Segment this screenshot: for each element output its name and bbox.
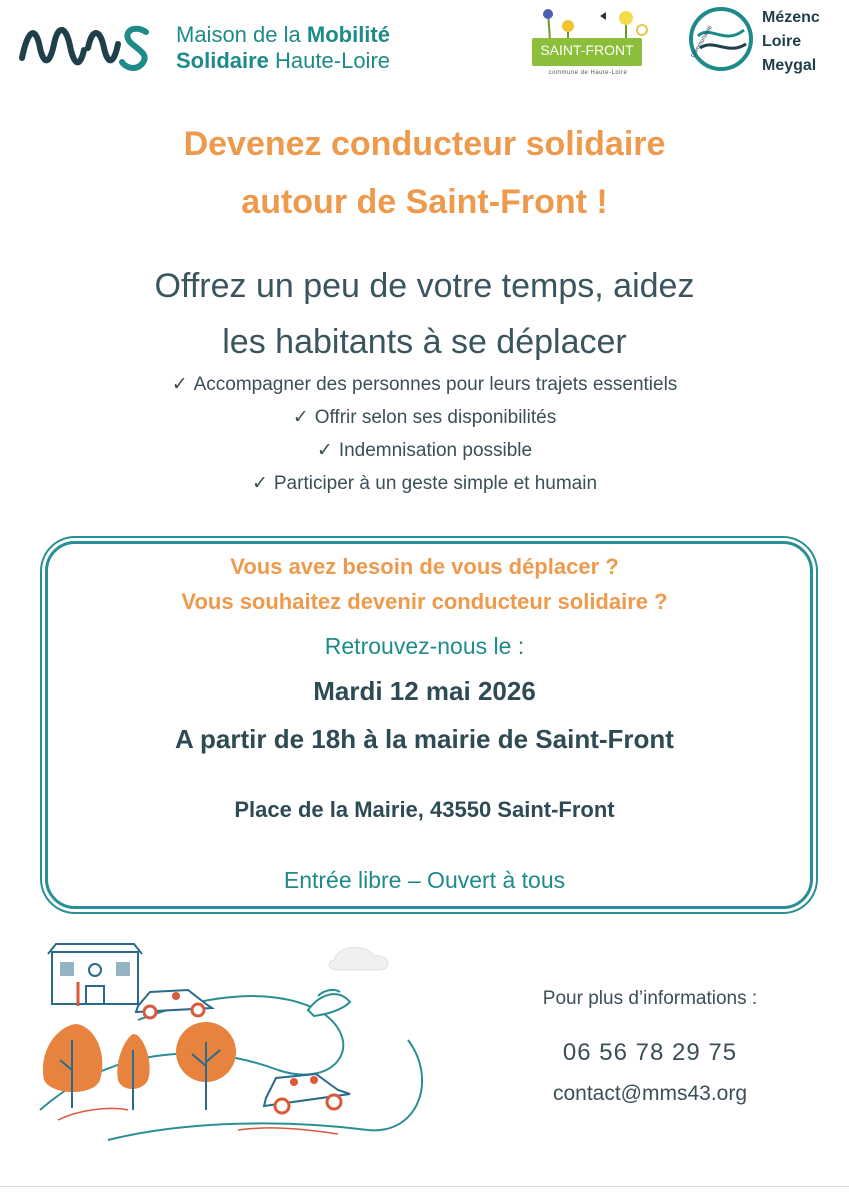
mms-name-bold: Mobilité xyxy=(306,22,390,47)
mms-organization-name xyxy=(176,22,390,74)
community-vertical-label: Communauté xyxy=(690,24,714,60)
car-icon xyxy=(136,990,212,1018)
contact-block xyxy=(480,985,820,1109)
check-icon: ✓ xyxy=(292,407,309,428)
car-icon xyxy=(264,1074,350,1113)
event-time-place: A partir de 18h à la mairie de Saint-Front xyxy=(175,724,674,754)
list-item xyxy=(0,368,849,401)
community-circle-icon xyxy=(688,6,754,72)
subtitle-line: Offrez un peu de votre temps, aidez xyxy=(154,267,695,305)
list-item-text: Indemnisation possible xyxy=(338,440,533,461)
mms-name-part: Maison de la xyxy=(176,22,301,47)
mms-name-part: Haute-Loire xyxy=(275,48,390,73)
benefits-list xyxy=(0,368,849,500)
list-item-text: Participer à un geste simple et humain xyxy=(273,473,598,494)
check-icon: ✓ xyxy=(251,473,268,494)
town-hall-icon xyxy=(48,944,142,1006)
flowers-icon xyxy=(530,6,650,40)
community-name-line: Mézenc xyxy=(762,9,820,26)
community-name-line: Meygal xyxy=(762,57,817,74)
list-item xyxy=(0,434,849,467)
mms-name-bold: Solidaire xyxy=(176,48,269,73)
list-item xyxy=(0,467,849,500)
tree-icon xyxy=(117,1034,149,1110)
saint-front-label: SAINT-FRONT xyxy=(540,42,634,58)
list-item-text: Accompagner des personnes pour leurs trajets essentiels xyxy=(193,374,678,395)
event-date: Mardi 12 mai 2026 xyxy=(313,676,536,706)
community-name xyxy=(762,6,820,78)
event-address: Place de la Mairie, 43550 Saint-Front xyxy=(234,797,615,822)
contact-label: Pour plus d’informations : xyxy=(542,988,758,1009)
saint-front-logo xyxy=(512,6,652,80)
contact-phone[interactable]: 06 56 78 29 75 xyxy=(562,1039,738,1066)
tree-icon xyxy=(43,1024,102,1108)
title-line: autour de Saint-Front ! xyxy=(241,183,608,221)
saint-front-subtitle: commune de Haute-Loire xyxy=(548,70,628,76)
page-bottom-rule xyxy=(0,1186,849,1187)
event-entry-info: Entrée libre – Ouvert à tous xyxy=(283,867,566,893)
title-line: Devenez conducteur solidaire xyxy=(183,125,666,163)
village-road-illustration xyxy=(38,930,458,1155)
contact-email[interactable]: contact@mms43.org xyxy=(552,1082,748,1105)
question-become-driver: Vous souhaitez devenir conducteur solidaire ? xyxy=(181,589,668,614)
mms-logo-mark-icon xyxy=(18,18,158,74)
community-logo xyxy=(688,4,849,80)
handshake-icon xyxy=(308,990,350,1016)
check-icon: ✓ xyxy=(171,374,188,395)
page-subtitle xyxy=(0,258,849,370)
cloud-icon xyxy=(329,947,388,970)
meet-us-label: Retrouvez-nous le : xyxy=(324,633,525,659)
mms-logo xyxy=(18,14,458,78)
tree-icon xyxy=(176,1022,236,1110)
subtitle-line: les habitants à se déplacer xyxy=(222,323,627,361)
community-name-line: Loire xyxy=(762,33,802,50)
question-need-travel: Vous avez besoin de vous déplacer ? xyxy=(230,554,619,579)
check-icon: ✓ xyxy=(316,440,333,461)
page-title xyxy=(0,115,849,231)
list-item-text: Offrir selon ses disponibilités xyxy=(314,407,557,428)
list-item xyxy=(0,401,849,434)
